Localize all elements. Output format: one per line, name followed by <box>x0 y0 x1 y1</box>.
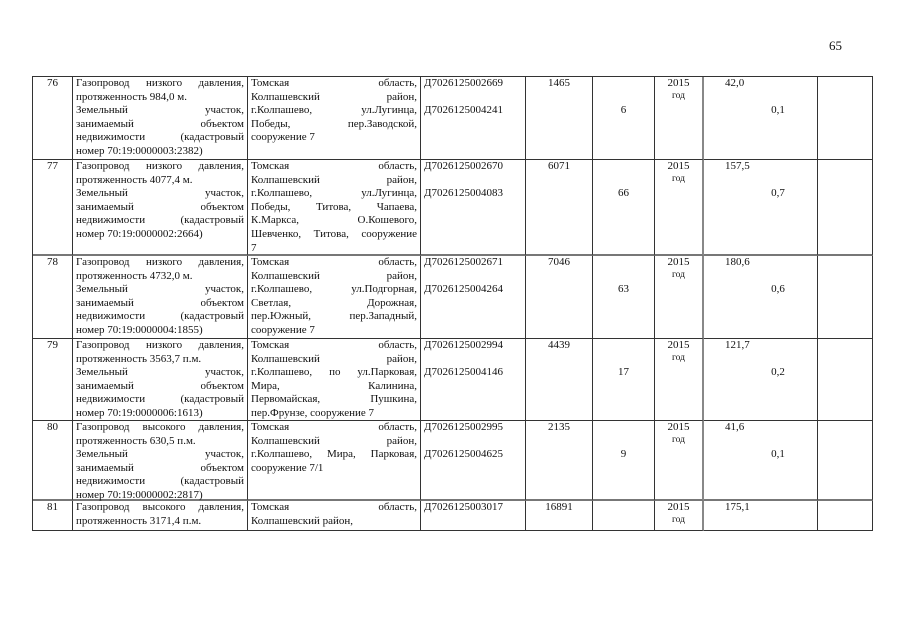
description-line: номер 70:19:0000003:2382) <box>76 144 203 157</box>
inventory-id: Д7026125002671 <box>424 256 504 268</box>
spacer <box>424 91 522 105</box>
description-line: протяженность 3171,4 п.м. <box>76 514 202 527</box>
address-line: Колпашевский район, <box>251 434 417 447</box>
description-line: занимаемый объектом <box>76 379 244 392</box>
description-line: недвижимости (кадастровый <box>76 131 244 144</box>
year-cell <box>655 160 704 256</box>
amount-cell <box>704 256 818 339</box>
description-line: занимаемый объектом <box>76 461 244 474</box>
description-line: Газопровод низкого давления, <box>76 339 244 351</box>
inventory-id: Д7026125002994 <box>424 339 504 351</box>
row-number-cell <box>33 339 73 421</box>
spacer <box>707 270 814 284</box>
description-line: Земельный участок, <box>76 104 244 117</box>
amount-cell <box>704 77 818 160</box>
address-line: г.Колпашево, ул.Подгорная, <box>251 283 417 296</box>
inventory-id: Д7026125004146 <box>424 366 504 379</box>
address-line: Колпашевский район, <box>251 514 354 527</box>
description-cell <box>73 421 248 501</box>
empty-cell <box>818 77 873 160</box>
inventory-id: Д7026125003017 <box>424 501 504 513</box>
description-cell <box>73 160 248 256</box>
area-value: 66 <box>618 187 629 200</box>
address-cell <box>248 421 421 501</box>
value-cell <box>526 256 593 339</box>
table-row <box>33 160 873 256</box>
description-line: Земельный участок, <box>76 283 244 296</box>
address-line: Томская область, <box>251 501 417 513</box>
area-cell <box>593 160 655 256</box>
amount-cell <box>704 160 818 256</box>
spacer <box>596 270 651 284</box>
row-number: 80 <box>47 421 58 433</box>
row-number: 77 <box>47 160 58 172</box>
address-line: Светлая, Дорожная, <box>251 296 417 309</box>
amount-cell <box>704 501 818 531</box>
spacer <box>596 421 651 435</box>
description-line: протяженность 3563,7 п.м. <box>76 352 202 365</box>
address-line: Томская область, <box>251 256 417 268</box>
year-unit: год <box>672 173 685 184</box>
spacer <box>596 339 651 353</box>
address-line: Шевченко, Титова, сооружение <box>251 227 417 240</box>
inventory-id: Д7026125002670 <box>424 160 504 172</box>
row-number-cell <box>33 160 73 256</box>
amount-primary: 121,7 <box>725 339 750 351</box>
inventory-id: Д7026125004264 <box>424 283 504 296</box>
value-cell <box>526 160 593 256</box>
description-line: Газопровод низкого давления, <box>76 256 244 268</box>
address-line: Колпашевский район, <box>251 90 417 103</box>
description-line: протяженность 984,0 м. <box>76 90 188 103</box>
area-cell <box>593 501 655 531</box>
address-line: Колпашевский район, <box>251 352 417 365</box>
row-number-cell <box>33 77 73 160</box>
inventory-id-cell <box>421 421 526 501</box>
address-line: Томская область, <box>251 339 417 351</box>
inventory-id: Д7026125004625 <box>424 448 504 461</box>
row-number: 78 <box>47 256 58 268</box>
table-row <box>33 339 873 421</box>
year-unit: год <box>672 269 685 280</box>
address-line: г.Колпашево, ул.Лугинца, <box>251 187 417 200</box>
description-line: Газопровод высокого давления, <box>76 421 244 433</box>
row-number: 81 <box>47 501 58 513</box>
amount-primary: 157,5 <box>725 160 750 172</box>
value: 2135 <box>548 421 570 433</box>
description-line: недвижимости (кадастровый <box>76 214 244 227</box>
value: 1465 <box>548 77 570 89</box>
area-value: 9 <box>620 448 627 461</box>
empty-cell <box>818 256 873 339</box>
amount-secondary: 0,1 <box>771 448 785 461</box>
address-line: Мира, Калинина, <box>251 379 417 392</box>
address-line: Победы, Титова, Чапаева, <box>251 200 417 213</box>
year-cell <box>655 77 704 160</box>
value: 16891 <box>545 501 573 513</box>
address-line: сооружение 7/1 <box>251 461 324 474</box>
address-line: Колпашевский район, <box>251 269 417 282</box>
inventory-id-cell <box>421 501 526 531</box>
spacer <box>707 435 814 449</box>
year: 2015 <box>667 501 690 513</box>
description-line: Газопровод низкого давления, <box>76 160 244 172</box>
description-line: занимаемый объектом <box>76 296 244 309</box>
table-row <box>33 421 873 501</box>
page-number: 65 <box>829 38 842 53</box>
address-line: Томская область, <box>251 421 417 433</box>
year: 2015 <box>667 339 690 351</box>
year-cell <box>655 421 704 501</box>
spacer <box>707 353 814 367</box>
amount-cell <box>704 339 818 421</box>
description-line: Газопровод высокого давления, <box>76 501 244 513</box>
value: 6071 <box>548 160 570 172</box>
area-cell <box>593 339 655 421</box>
description-line: Газопровод низкого давления, <box>76 77 244 89</box>
year: 2015 <box>667 77 690 89</box>
address-line: Первомайская, Пушкина, <box>251 393 417 406</box>
spacer <box>707 174 814 188</box>
address-line: Томская область, <box>251 77 417 89</box>
description-line: протяженность 630,5 п.м. <box>76 434 196 447</box>
description-cell <box>73 339 248 421</box>
spacer <box>424 174 522 188</box>
spacer <box>424 353 522 367</box>
empty-cell <box>818 160 873 256</box>
description-line: недвижимости (кадастровый <box>76 475 244 488</box>
description-line: номер 70:19:0000004:1855) <box>76 323 203 336</box>
amount-primary: 180,6 <box>725 256 750 268</box>
area-value: 6 <box>620 104 627 117</box>
year-cell <box>655 501 704 531</box>
description-line: Земельный участок, <box>76 448 244 461</box>
empty-cell <box>818 501 873 531</box>
value-cell <box>526 501 593 531</box>
inventory-id: Д7026125004241 <box>424 104 504 117</box>
address-cell <box>248 160 421 256</box>
amount-cell <box>704 421 818 501</box>
spacer <box>596 77 651 91</box>
value: 4439 <box>548 339 570 351</box>
year-unit: год <box>672 90 685 101</box>
year: 2015 <box>667 256 690 268</box>
inventory-id-cell <box>421 160 526 256</box>
address-line: сооружение 7 <box>251 131 315 144</box>
spacer <box>596 160 651 174</box>
description-line: занимаемый объектом <box>76 200 244 213</box>
address-line: г.Колпашево, ул.Лугинца, <box>251 104 417 117</box>
area-value: 17 <box>618 366 629 379</box>
property-table <box>32 76 873 531</box>
amount-primary: 41,6 <box>725 421 745 433</box>
address-line: 7 <box>251 241 257 254</box>
spacer <box>596 174 651 188</box>
year-unit: год <box>672 434 685 445</box>
description-line: занимаемый объектом <box>76 117 244 130</box>
year: 2015 <box>667 160 690 172</box>
inventory-id: Д7026125002995 <box>424 421 504 433</box>
area-cell <box>593 256 655 339</box>
inventory-id-cell <box>421 77 526 160</box>
table-row <box>33 501 873 531</box>
amount-secondary: 0,7 <box>771 187 785 200</box>
inventory-id: Д7026125002669 <box>424 77 504 89</box>
description-line: Земельный участок, <box>76 187 244 200</box>
spacer <box>707 91 814 105</box>
year-cell <box>655 339 704 421</box>
address-cell <box>248 501 421 531</box>
address-line: г.Колпашево, по ул.Парковая, <box>251 366 417 379</box>
amount-primary: 175,1 <box>725 501 750 513</box>
area-cell <box>593 77 655 160</box>
address-line: пер.Фрунзе, сооружение 7 <box>251 406 375 419</box>
value-cell <box>526 339 593 421</box>
address-line: Томская область, <box>251 160 417 172</box>
row-number: 79 <box>47 339 58 351</box>
description-line: номер 70:19:0000002:2817) <box>76 488 203 501</box>
empty-cell <box>818 339 873 421</box>
row-number-cell <box>33 421 73 501</box>
year-unit: год <box>672 352 685 363</box>
description-line: протяженность 4732,0 м. <box>76 269 193 282</box>
inventory-id-cell <box>421 256 526 339</box>
description-line: недвижимости (кадастровый <box>76 310 244 323</box>
table-row <box>33 77 873 160</box>
amount-secondary: 0,2 <box>771 366 785 379</box>
amount-secondary: 0,1 <box>771 104 785 117</box>
spacer <box>596 353 651 367</box>
row-number-cell <box>33 256 73 339</box>
description-cell <box>73 77 248 160</box>
year-cell <box>655 256 704 339</box>
amount-secondary: 0,6 <box>771 283 785 296</box>
value-cell <box>526 77 593 160</box>
description-cell <box>73 256 248 339</box>
spacer <box>596 91 651 105</box>
empty-cell <box>818 421 873 501</box>
inventory-id-cell <box>421 339 526 421</box>
description-line: недвижимости (кадастровый <box>76 393 244 406</box>
row-number: 76 <box>47 77 58 89</box>
description-line: номер 70:19:0000002:2664) <box>76 227 203 240</box>
spacer <box>596 256 651 270</box>
description-line: номер 70:19:0000006:1613) <box>76 406 203 419</box>
inventory-id: Д7026125004083 <box>424 187 504 200</box>
description-line: Земельный участок, <box>76 366 244 379</box>
address-line: сооружение 7 <box>251 323 315 336</box>
address-cell <box>248 77 421 160</box>
description-cell <box>73 501 248 531</box>
address-line: Колпашевский район, <box>251 173 417 186</box>
address-cell <box>248 339 421 421</box>
address-line: Победы, пер.Заводской, <box>251 117 417 130</box>
spacer <box>596 435 651 449</box>
amount-primary: 42,0 <box>725 77 745 89</box>
table-row <box>33 256 873 339</box>
spacer <box>424 435 522 449</box>
address-line: пер.Южный, пер.Западный, <box>251 310 417 323</box>
year: 2015 <box>667 421 690 433</box>
address-cell <box>248 256 421 339</box>
spacer <box>424 270 522 284</box>
address-line: г.Колпашево, Мира, Парковая, <box>251 448 417 461</box>
area-value: 63 <box>618 283 629 296</box>
year-unit: год <box>672 514 685 525</box>
description-line: протяженность 4077,4 м. <box>76 173 193 186</box>
value: 7046 <box>548 256 570 268</box>
value-cell <box>526 421 593 501</box>
address-line: К.Маркса, О.Кошевого, <box>251 214 417 227</box>
area-cell <box>593 421 655 501</box>
row-number-cell <box>33 501 73 531</box>
